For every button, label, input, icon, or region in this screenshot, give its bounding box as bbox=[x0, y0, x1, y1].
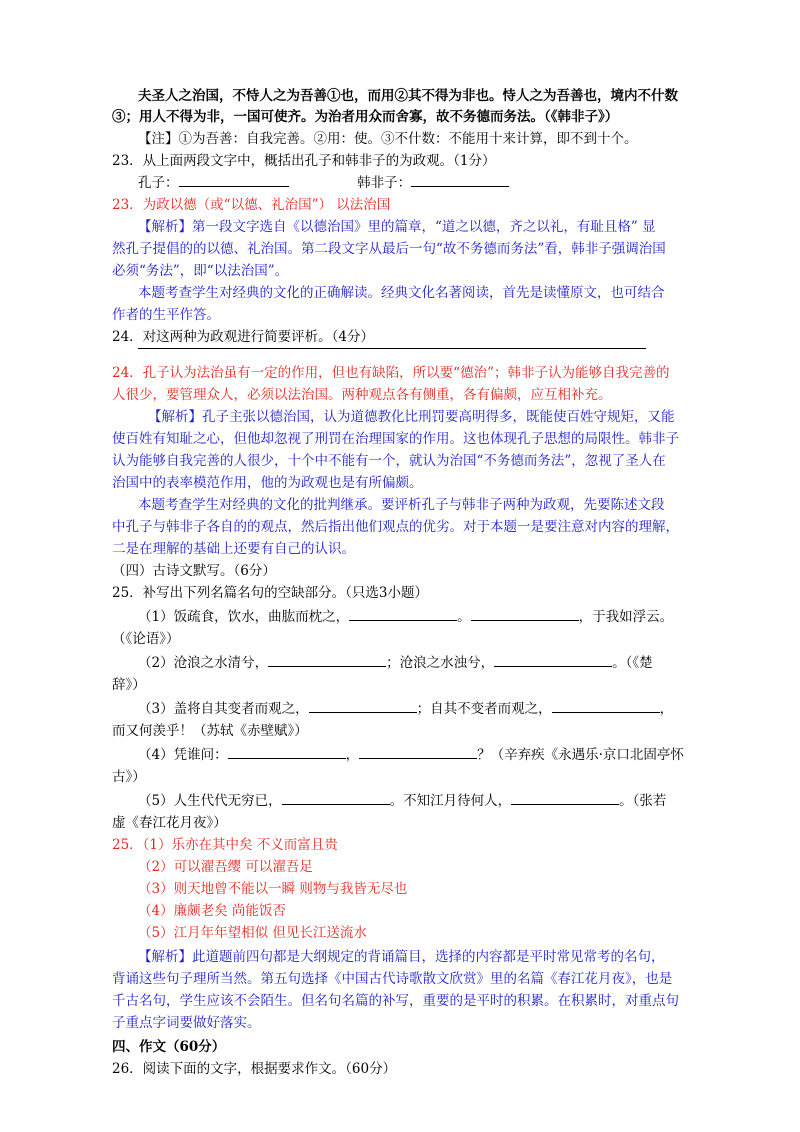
q23-analysis-1: 【解析】第一段文字选自《以德治国》里的篇章，“道之以德，齐之以礼，有耻且格” 显 bbox=[138, 219, 656, 235]
q23-analysis-3: 必须“务法”，即“以法治国”。 bbox=[112, 263, 289, 279]
q25-item-4-source: 古》） bbox=[112, 769, 146, 785]
q24-analysis-7: 二是在理解的基础上还要有自己的认识。 bbox=[112, 541, 355, 557]
question-23: 23．从上面两段文字中，概括出孔子和韩非子的为政观。（1分） bbox=[112, 153, 496, 169]
question-26: 26．阅读下面的文字，根据要求作文。（60分） bbox=[112, 1061, 397, 1077]
q25-item-3: （3）盖将自其变者而观之， ；自其不变者而观之， ， bbox=[138, 698, 673, 720]
q24-analysis-4: 治国中的表率模范作用，他的为政观也是有所偏颇。 bbox=[112, 475, 423, 491]
q25-answer-3: （3）则天地曾不能以一瞬 则物与我皆无尽也 bbox=[138, 881, 408, 897]
question-25: 25．补写出下列名篇名句的空缺部分。（只选3小题） bbox=[112, 585, 429, 601]
q25-answer-4: （4）廉颇老矣 尚能饭否 bbox=[138, 903, 286, 919]
q25-item-5-source: 虚《春江花月夜》） bbox=[112, 815, 227, 831]
q25-item-1: （1）饭疏食，饮水，曲肱而枕之， 。 ，于我如浮云。 bbox=[138, 606, 673, 628]
q25-item-4: （4）凭谁问： ， ？（辛弃疾《永遇乐·京口北固亭怀 bbox=[138, 744, 684, 766]
q24-answer-2: 人很少，要管理众人，必须以法治国。两种观点各有侧重，各有偏颇，应互相补充。 bbox=[112, 387, 612, 403]
q25-item-2-source: 辞》） bbox=[112, 677, 146, 693]
q23-analysis-5: 作者的生平作答。 bbox=[112, 307, 220, 323]
q23-analysis-4: 本题考查学生对经典的文化的正确解读。经典文化名著阅读，首先是读懂原文，也可结合 bbox=[138, 285, 665, 301]
q25-item-5: （5）人生代代无穷已， 。不知江月待何人， 。（张若 bbox=[138, 790, 666, 812]
q23-answer: 23．为政以德（或“以德、礼治国”） 以法治国 bbox=[112, 197, 391, 213]
q23-analysis-2: 然孔子提倡的的以德、礼治国。第二段文字从最后一句“故不务德而务法”看，韩非子强调治国 bbox=[112, 241, 666, 257]
q25-answer-5: （5）江月年年望相似 但见长江送流水 bbox=[138, 925, 367, 941]
q25-answer-2: （2）可以濯吾缨 可以濯吾足 bbox=[138, 859, 313, 875]
section-heading-poetry: （四）古诗文默写。（6分） bbox=[112, 563, 276, 579]
passage-note: 【注】①为吾善：自我完善。②用：使。③不什数：不能用十来计算，即不到十个。 bbox=[138, 131, 638, 147]
q23-hanfeizi-label: 韩非子： bbox=[357, 175, 412, 191]
q25-item-2: （2）沧浪之水清兮， ；沧浪之水浊兮， 。（《楚 bbox=[138, 652, 653, 674]
q24-answer-rule bbox=[138, 348, 646, 349]
q24-answer-1: 24．孔子认为法治虽有一定的作用，但也有缺陷，所以要“德治”；韩非子认为能够自我完善的 bbox=[112, 365, 670, 381]
q23-kongzi-blank bbox=[179, 172, 289, 187]
q25-analysis-3: 千古名句，学生应该不会陌生。但名句名篇的补写，重要的是平时的积累。在积累时，对重点句 bbox=[112, 993, 679, 1009]
q25-analysis-4: 子重点字词要做好落实。 bbox=[112, 1015, 261, 1031]
q24-analysis-6: 中孔子与韩非子各自的的观点，然后指出他们观点的优劣。对于本题一是要注意对内容的理解， bbox=[112, 519, 679, 535]
passage-line-2: ③；用人不得为非，一国可使齐。为治者用众而舍寡，故不务德而务法。（《韩非子》） bbox=[112, 109, 619, 125]
q24-analysis-3: 认为能够自我完善的人很少，十个中不能有一个，就认为治国“不务德而务法”，忽视了圣人在 bbox=[112, 453, 666, 469]
q24-analysis-2: 使百姓有知耻之心，但他却忽视了刑罚在治理国家的作用。这也体现孔子思想的局限性。韩非子 bbox=[112, 431, 679, 447]
q25-answer-1: 25．（1）乐亦在其中矣 不义而富且贵 bbox=[112, 837, 338, 853]
q25-analysis-2: 背诵这些句子理所当然。第五句选择《中国古代诗歌散文欣赏》里的名篇《春江花月夜》，也是 bbox=[112, 971, 673, 987]
q24-analysis-1: 【解析】孔子主张以德治国，认为道德教化比刑罚要高明得多，既能使百姓守规矩，又能 bbox=[148, 409, 675, 425]
q23-hanfeizi-blank bbox=[411, 172, 509, 187]
q23-fill-line bbox=[138, 172, 509, 194]
section-heading-essay: 四、作文（60分） bbox=[112, 1039, 226, 1055]
question-24: 24．对这两种为政观进行简要评析。（4分） bbox=[112, 329, 375, 345]
q23-kongzi-label: 孔子： bbox=[138, 175, 179, 191]
q25-analysis-1: 【解析】此道题前四句都是大纲规定的背诵篇目，选择的内容都是平时常见常考的名句， bbox=[138, 949, 665, 965]
q25-item-3-source: 而又何羡乎！（苏轼《赤壁赋》） bbox=[112, 723, 308, 739]
q24-analysis-5: 本题考查学生对经典的文化的批判继承。要评析孔子与韩非子两种为政观，先要陈述文段 bbox=[138, 497, 665, 513]
q25-item-1-source: （《论语》） bbox=[112, 631, 180, 647]
passage-line-1: 夫圣人之治国，不恃人之为吾善①也，而用②其不得为非也。恃人之为吾善也，境内不什数 bbox=[138, 88, 678, 104]
